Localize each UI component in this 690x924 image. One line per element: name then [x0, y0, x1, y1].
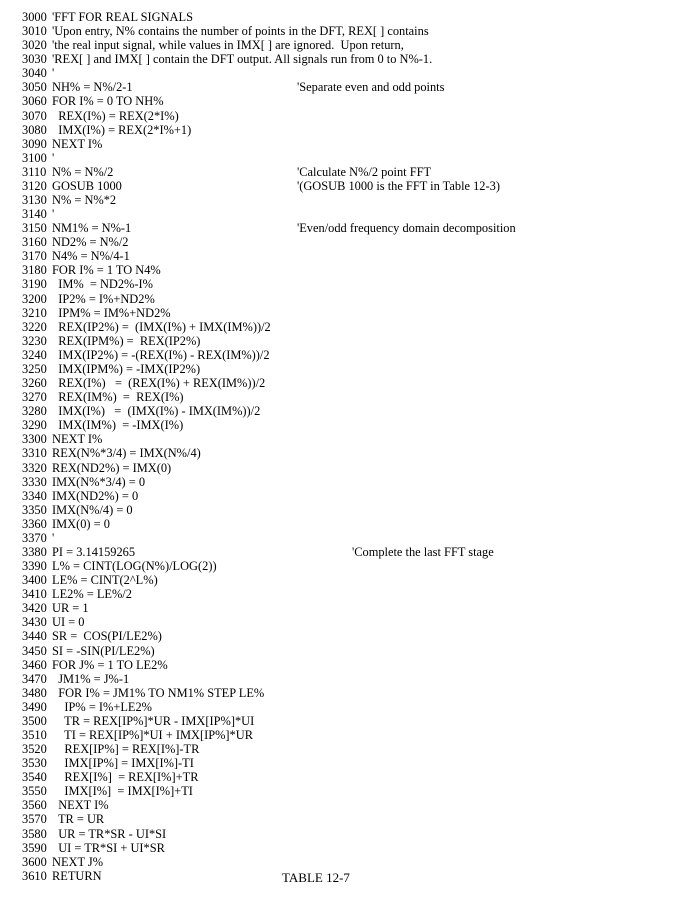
line-number: 3410: [22, 587, 47, 602]
code-text: SI = -SIN(PI/LE2%): [52, 643, 155, 658]
code-text: IP2% = I%+ND2%: [52, 291, 155, 306]
line-number: 3190: [22, 277, 47, 292]
code-text: IMX(ND2%) = 0: [52, 488, 139, 503]
line-number: 3360: [22, 516, 47, 531]
code-text: NEXT I%: [52, 798, 109, 813]
code-comment: '(GOSUB 1000 is the FFT in Table 12-3): [297, 178, 500, 193]
line-number: 3230: [22, 333, 47, 348]
code-text: NEXT I%: [52, 136, 103, 151]
code-text: ND2% = N%/2: [52, 235, 129, 250]
line-number: 3080: [22, 122, 47, 137]
code-text: REX(I%) = REX(2*I%): [52, 108, 179, 123]
line-number: 3090: [22, 136, 47, 151]
line-number: 3270: [22, 390, 47, 405]
code-text: REX(IP2%) = (IMX(I%) + IMX(IM%))/2: [52, 319, 271, 334]
code-text: TR = UR: [52, 812, 105, 827]
code-text: NM1% = N%-1: [52, 221, 132, 236]
code-text: FOR I% = JM1% TO NM1% STEP LE%: [52, 685, 265, 700]
line-number: 3530: [22, 756, 47, 771]
line-number: 3060: [22, 94, 47, 109]
line-number: 3290: [22, 418, 47, 433]
code-text: UI = TR*SI + UI*SR: [52, 840, 165, 855]
code-text: IP% = I%+LE2%: [52, 699, 153, 714]
line-number: 3010: [22, 24, 47, 39]
line-number: 3040: [22, 66, 47, 81]
line-number: 3170: [22, 249, 47, 264]
line-number: 3510: [22, 727, 47, 742]
line-number: 3140: [22, 207, 47, 222]
code-text: IMX(N%/4) = 0: [52, 502, 133, 517]
code-text: REX[I%] = REX[I%]+TR: [52, 770, 199, 785]
code-text: ': [52, 66, 55, 81]
code-text: ': [52, 207, 55, 222]
code-text: PI = 3.14159265: [52, 544, 136, 559]
line-number: 3100: [22, 150, 47, 165]
code-text: IMX(IPM%) = -IMX(IP2%): [52, 361, 201, 376]
code-text: NEXT I%: [52, 432, 103, 447]
code-text: 'the real input signal, while values in IMX[ ] are ignored. Upon return,: [52, 38, 404, 53]
code-text: IMX(IP2%) = -(REX(I%) - REX(IM%))/2: [52, 347, 270, 362]
code-comment: 'Calculate N%/2 point FFT: [297, 164, 432, 179]
line-number: 3500: [22, 713, 47, 728]
code-text: L% = CINT(LOG(N%)/LOG(2)): [52, 559, 217, 574]
code-text: N% = N%*2: [52, 193, 117, 208]
code-text: IMX[IP%] = IMX[I%]-TI: [52, 756, 194, 771]
code-text: FOR I% = 1 TO N4%: [52, 263, 161, 278]
code-text: UR = TR*SR - UI*SI: [52, 826, 167, 841]
code-text: IMX(IM%) = -IMX(I%): [52, 418, 184, 433]
line-number: 3200: [22, 291, 47, 306]
line-number: 3070: [22, 108, 47, 123]
code-text: N4% = N%/4-1: [52, 249, 130, 264]
code-text: 'FFT FOR REAL SIGNALS: [52, 10, 193, 24]
code-text: IM% = ND2%-I%: [52, 277, 153, 292]
line-number: 3540: [22, 770, 47, 785]
code-text: TR = REX[IP%]*UR - IMX[IP%]*UI: [52, 713, 255, 728]
line-number: 3220: [22, 319, 47, 334]
line-number: 3120: [22, 178, 47, 193]
line-number: 3380: [22, 544, 47, 559]
line-number: 3300: [22, 432, 47, 447]
code-text: IMX(0) = 0: [52, 516, 110, 531]
code-text: JM1% = J%-1: [52, 671, 130, 686]
code-text: IPM% = IM%+ND2%: [52, 305, 171, 320]
line-number: 3610: [22, 868, 47, 883]
line-number: 3490: [22, 699, 47, 714]
code-text: FOR J% = 1 TO LE2%: [52, 657, 168, 672]
line-number: 3600: [22, 854, 47, 869]
line-number: 3180: [22, 263, 47, 278]
code-text: RETURN: [52, 868, 102, 883]
code-text: N% = N%/2: [52, 164, 114, 179]
code-text: LE% = CINT(2^L%): [52, 573, 158, 588]
line-number: 3110: [22, 164, 47, 179]
line-number: 3480: [22, 685, 47, 700]
code-text: REX(IPM%) = REX(IP2%): [52, 333, 201, 348]
table-caption: TABLE 12-7: [282, 870, 350, 885]
code-comment: 'Separate even and odd points: [297, 80, 445, 95]
code-comment: 'Complete the last FFT stage: [352, 544, 494, 559]
line-number: 3310: [22, 446, 47, 461]
line-number: 3350: [22, 502, 47, 517]
code-text: SR = COS(PI/LE2%): [52, 629, 162, 644]
line-number: 3020: [22, 38, 47, 53]
line-number: 3390: [22, 559, 47, 574]
line-number: 3130: [22, 193, 47, 208]
code-text: ': [52, 530, 55, 545]
code-text: REX(ND2%) = IMX(0): [52, 460, 172, 475]
line-number: 3570: [22, 812, 47, 827]
line-number: 3030: [22, 52, 47, 67]
code-text: LE2% = LE%/2: [52, 587, 132, 602]
code-text: UI = 0: [52, 615, 85, 630]
code-text: NH% = N%/2-1: [52, 80, 133, 95]
code-text: GOSUB 1000: [52, 178, 122, 193]
line-number: 3580: [22, 826, 47, 841]
code-text: REX[IP%] = REX[I%]-TR: [52, 742, 200, 757]
line-number: 3430: [22, 615, 47, 630]
line-number: 3320: [22, 460, 47, 475]
line-number: 3210: [22, 305, 47, 320]
line-number: 3050: [22, 80, 47, 95]
line-number: 3260: [22, 376, 47, 391]
line-number: 3330: [22, 474, 47, 489]
code-text: REX(N%*3/4) = IMX(N%/4): [52, 446, 201, 461]
line-number: 3440: [22, 629, 47, 644]
line-number: 3150: [22, 221, 47, 236]
line-number: 3470: [22, 671, 47, 686]
code-text: ': [52, 150, 55, 165]
code-text: IMX(N%*3/4) = 0: [52, 474, 146, 489]
line-number: 3560: [22, 798, 47, 813]
line-number: 3160: [22, 235, 47, 250]
code-text: TI = REX[IP%]*UI + IMX[IP%]*UR: [52, 727, 253, 742]
code-text: 'Upon entry, N% contains the number of points in the DFT, REX[ ] contains: [52, 24, 429, 39]
line-number: 3240: [22, 347, 47, 362]
line-number: 3460: [22, 657, 47, 672]
line-number: 3000: [22, 10, 47, 24]
line-number: 3450: [22, 643, 47, 658]
line-number: 3550: [22, 784, 47, 799]
code-text: REX(I%) = (REX(I%) + REX(IM%))/2: [52, 376, 266, 391]
code-text: IMX[I%] = IMX[I%]+TI: [52, 784, 193, 799]
line-number: 3590: [22, 840, 47, 855]
line-number: 3420: [22, 601, 47, 616]
line-number: 3280: [22, 404, 47, 419]
code-text: IMX(I%) = (IMX(I%) - IMX(IM%))/2: [52, 404, 261, 419]
code-comment: 'Even/odd frequency domain decomposition: [297, 221, 516, 236]
line-number: 3400: [22, 573, 47, 588]
line-number: 3340: [22, 488, 47, 503]
line-number: 3250: [22, 361, 47, 376]
code-text: IMX(I%) = REX(2*I%+1): [52, 122, 192, 137]
line-number: 3520: [22, 742, 47, 757]
code-text: REX(IM%) = REX(I%): [52, 390, 184, 405]
code-text: FOR I% = 0 TO NH%: [52, 94, 164, 109]
code-text: 'REX[ ] and IMX[ ] contain the DFT output. All signals run from 0 to N%-1.: [52, 52, 433, 67]
code-text: UR = 1: [52, 601, 89, 616]
code-text: NEXT J%: [52, 854, 104, 869]
line-number: 3370: [22, 530, 47, 545]
